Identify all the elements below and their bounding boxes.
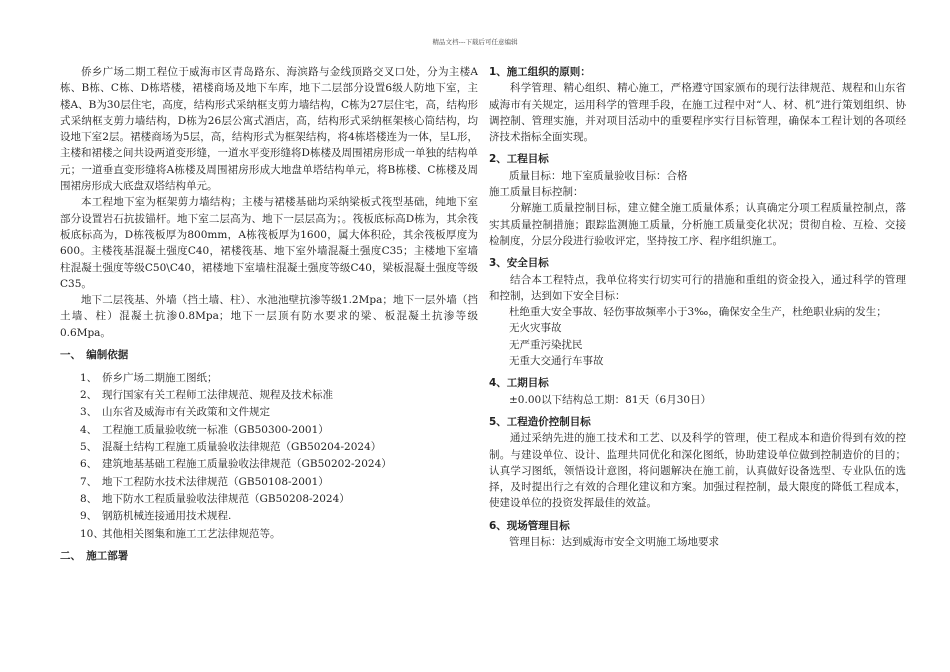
basement-structure-paragraph: 本工程地下室为框架剪力墙结构；主楼与裙楼基础均采纳梁板式筏型基础，纯地下室部分设置岩石抗拔锚杆。地下室二层高为、地下一层层高为；。筏板底标高D栋为，其余筏板底标高为，D栋筏板厚为800mm，A栋筏板厚为1600，属大体积砼，其余筏板厚度为600。主楼筏基混凝土强度C40，裙楼筏基、地下室外墙混凝土强度C35；主楼地下室墙柱混凝土强度等级C50\C40，裙楼地下室墙柱混凝土强度等级C40，梁板混凝土强度等级C35。 xyxy=(60,196,478,290)
right-column xyxy=(489,64,906,550)
quality-goal-text: 质量目标：地下室质量验收目标：合格 xyxy=(509,169,688,182)
quality-control-text: 分解施工质量控制目标，建立健全施工质量体系；认真确定分项工程质量控制点，落实其质量控制措施；跟踪监测施工质量，分析施工质量变化状况；贯彻自检、互检、交接检制度，分层分段进行验收评定，坚持按工序、程序组织施工。 xyxy=(489,202,906,247)
heading-project-goals: 2、工程目标 xyxy=(489,153,549,166)
list-item: 6、 建筑地基基础工程施工质量验收法律规范（GB50202-2024） xyxy=(80,458,392,471)
safety-item: 无严重污染扰民 xyxy=(509,338,583,351)
page-header: 精品文档---下载后可任意编辑 xyxy=(432,38,518,46)
heading-cost-control: 5、工程造价控制目标 xyxy=(489,415,591,428)
heading-safety-goals: 3、安全目标 xyxy=(489,257,549,270)
cost-control-text: 通过采纳先进的施工技术和工艺、以及科学的管理，使工程成本和造价得到有效的控制。与建设单位、设计、监理共同优化和深化图纸，协助建设单位做到控制造价的目的；认真学习图纸，领悟设计意图，将问题解决在施工前，认真做好设备选型、专业队伍的选择，及时提出行之有效的合理化建议和方案。加强过程控制，最大限度的降低工程成本，使建设单位的投资发挥最佳的效益。 xyxy=(489,432,906,510)
safety-intro-text: 结合本工程特点，我单位将实行切实可行的措施和重组的资金投入，通过科学的管理和控制，达到如下安全目标： xyxy=(489,273,906,302)
list-item: 2、 现行国家有关工程师工法律规范、规程及技术标准 xyxy=(80,389,333,402)
heading-site-management: 6、现场管理目标 xyxy=(489,519,570,532)
section-heading-deployment: 二、 施工部署 xyxy=(60,550,129,563)
list-item: 3、 山东省及威海市有关政策和文件规定 xyxy=(80,406,270,419)
heading-schedule-goals: 4、工期目标 xyxy=(489,377,549,390)
schedule-text: ±0.00以下结构总工期：81天（6月30日） xyxy=(509,393,712,406)
list-item: 4、 工程施工质量验收统一标准（GB50300-2001） xyxy=(80,423,329,436)
left-column xyxy=(60,64,478,565)
list-item: 8、 地下防水工程质量验收法律规范（GB50208-2024） xyxy=(80,492,350,505)
project-overview-paragraph: 侨乡广场二期工程位于威海市区青岛路东、海滨路与金线顶路交叉口处，分为主楼A栋、B栋、C栋、D栋塔楼，裙楼商场及地下车库，地下二层部分设置6级人防地下室，主楼A、B为30层住宅，高度，结构形式采纳框支剪力墙结构，C栋为27层住宅，高，结构形式采纳框支剪力墙结构，D栋为26层公寓式酒店，高，结构形式采纳框架核心筒结构，均设地下室2层。裙楼商场为5层，高，结构形式为框架结构，将4栋塔楼连为一体，呈L形，主楼和裙楼之间共设两道变形缝，一道水平变形缝将D栋楼及周围裙房形成一单独的结构单元；一道垂直变形缝将A栋楼及周围裙房形成大地盘单塔结构单元，将B栋楼、C栋楼及周围裙房形成大底盘双塔结构单元。 xyxy=(60,66,478,193)
safety-item: 杜绝重大安全事故、轻伤事故频率小于3‰，确保安全生产，杜绝职业病的发生； xyxy=(509,306,887,319)
site-management-text: 管理目标：达到威海市安全文明施工场地要求 xyxy=(509,536,719,549)
basis-list xyxy=(60,369,478,542)
heading-organization-principle: 1、施工组织的原则： xyxy=(489,66,591,78)
list-item: 10、 其他相关图集和施工工艺法律规范等。 xyxy=(80,527,281,540)
list-item: 1、 侨乡广场二期施工图纸； xyxy=(80,371,218,384)
list-item: 7、 地下工程防水技术法律规范（GB50108-2001） xyxy=(80,475,329,488)
impermeability-paragraph: 地下二层筏基、外墙（挡土墙、柱）、水池池壁抗渗等级1.2Mpa；地下一层外墙（挡土墙、柱）混凝土抗渗0.8Mpa；地下一层顶有防水要求的梁、板混凝土抗渗等级0.6Mpa。 xyxy=(60,294,478,339)
organization-principle-text: 科学管理、精心组织、精心施工，严格遵守国家颁布的现行法律规范、规程和山东省威海市有关规定，运用科学的管理手段，在施工过程中对“人、材、机”进行策划组织、协调控制、管理实施，并对项目活动中的重要程序实行目标管理，确保本工程计划的各项经济技术指标全面实现。 xyxy=(489,82,906,144)
safety-item: 无火灾事故 xyxy=(509,322,562,335)
list-item: 9、 钢筋机械连接通用技术规程. xyxy=(80,510,232,523)
section-heading-basis: 一、 编制依据 xyxy=(60,349,129,362)
safety-item: 无重大交通行车事故 xyxy=(509,355,604,368)
list-item: 5、 混凝土结构工程施工质量验收法律规范（GB50204-2024） xyxy=(80,441,382,454)
quality-control-label: 施工质量目标控制： xyxy=(489,186,584,199)
